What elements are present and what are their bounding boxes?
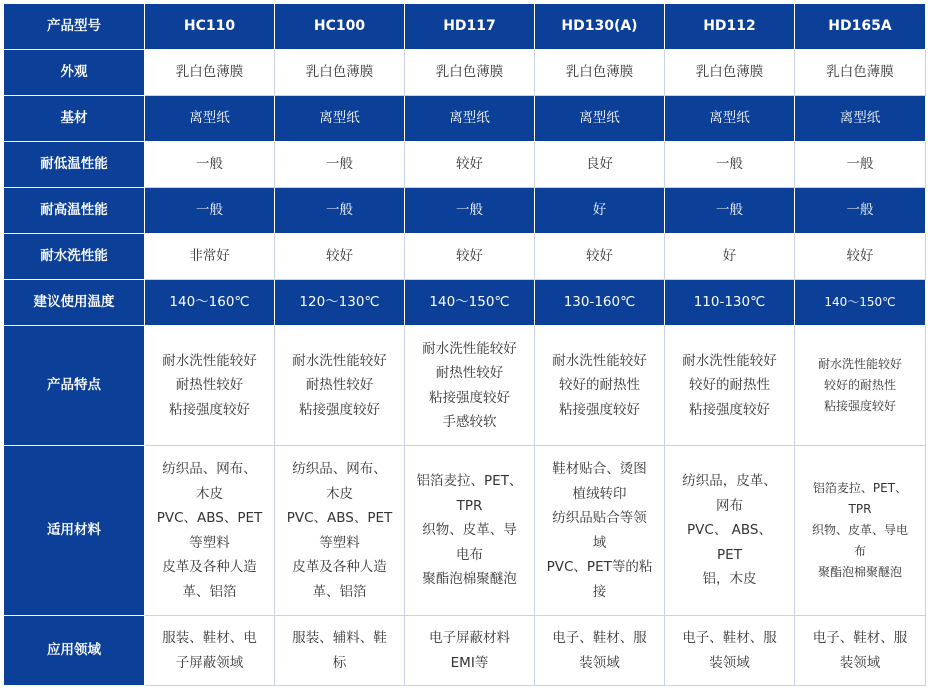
cell-line: 耐热性较好 xyxy=(435,365,504,381)
model-hd117: HD117 xyxy=(405,4,535,50)
cell-line: 较好 xyxy=(846,248,874,265)
cell-line: 手感较软 xyxy=(442,414,497,430)
cell-line: 一般 xyxy=(326,156,353,173)
table-cell xyxy=(535,446,665,616)
row-label: 耐水洗性能 xyxy=(4,234,145,280)
table-cell xyxy=(145,96,275,142)
cell-line: 电子、鞋材、服 xyxy=(552,630,647,646)
cell-line: 乳白色薄膜 xyxy=(435,64,504,81)
cell-line: 铝箔麦拉、PET、 xyxy=(416,473,523,490)
cell-line: PVC、ABS、PET xyxy=(156,510,263,526)
cell-line: 一般 xyxy=(846,202,874,219)
cell-line: 一般 xyxy=(716,202,743,219)
row-label: 外观 xyxy=(4,50,145,96)
cell-line: 耐水洗性能较好 xyxy=(292,352,387,369)
table-cell xyxy=(795,142,926,188)
table-cell xyxy=(535,50,665,96)
table-row xyxy=(4,280,926,326)
cell-line: 粘接强度较好 xyxy=(169,401,250,418)
cell-line: 铝，木皮 xyxy=(702,571,757,588)
table-row xyxy=(4,142,926,188)
cell-line: 织物、皮革、导电 xyxy=(811,523,908,537)
row-label: 基材 xyxy=(4,96,145,142)
cell-line: TPR xyxy=(848,502,872,516)
cell-line: 130-160℃ xyxy=(563,294,636,311)
cell-line: 网布 xyxy=(716,497,743,514)
cell-line: 聚酯泡棉聚醚泡 xyxy=(817,565,902,579)
table-cell xyxy=(145,446,275,616)
cell-line: 粘接强度较好 xyxy=(823,399,896,413)
table-cell xyxy=(275,234,405,280)
table-row xyxy=(4,326,926,446)
row-label: 产品特点 xyxy=(4,326,145,446)
table-cell xyxy=(795,96,926,142)
cell-line: 乳白色薄膜 xyxy=(175,64,244,81)
table-cell xyxy=(665,96,795,142)
cell-line: 较好的耐热性 xyxy=(689,377,770,394)
table-cell xyxy=(275,50,405,96)
table-cell xyxy=(275,616,405,686)
cell-line: 等塑料 xyxy=(189,534,230,551)
row-label: 耐高温性能 xyxy=(4,188,145,234)
cell-line: 离型纸 xyxy=(579,110,620,127)
table-cell xyxy=(145,188,275,234)
table-cell xyxy=(275,96,405,142)
cell-line: 布 xyxy=(853,544,866,558)
cell-line: 好 xyxy=(722,248,737,265)
cell-line: 离型纸 xyxy=(189,110,230,127)
cell-line: TPR xyxy=(456,497,483,514)
model-hd165a: HD165A xyxy=(795,4,926,50)
cell-line: 一般 xyxy=(326,202,353,219)
cell-line: 一般 xyxy=(456,202,483,219)
cell-line: 皮革及各种人造 xyxy=(162,559,257,575)
cell-line: 服装、辅料、鞋 xyxy=(292,630,387,646)
cell-line: 聚酯泡棉聚醚泡 xyxy=(422,571,517,588)
table-cell xyxy=(665,234,795,280)
table-cell xyxy=(665,142,795,188)
cell-line: 一般 xyxy=(846,156,874,173)
row-label: 耐低温性能 xyxy=(4,142,145,188)
cell-line: 140～150℃ xyxy=(824,295,896,309)
table-cell xyxy=(535,142,665,188)
cell-line: 离型纸 xyxy=(319,110,360,127)
model-hd112: HD112 xyxy=(665,4,795,50)
table-cell xyxy=(665,446,795,616)
cell-line: PVC、PET等的粘 xyxy=(546,559,653,575)
cell-line: 一般 xyxy=(196,156,223,173)
table-cell xyxy=(665,188,795,234)
cell-line: 电子、鞋材、服 xyxy=(812,630,908,646)
model-hc100: HC100 xyxy=(275,4,405,50)
table-cell xyxy=(145,326,275,446)
cell-line: 较好 xyxy=(456,156,483,173)
table-cell xyxy=(145,234,275,280)
cell-line: 装领域 xyxy=(839,654,881,671)
table-cell xyxy=(795,446,926,616)
table-cell xyxy=(535,280,665,326)
cell-line: 好 xyxy=(592,202,607,219)
table-cell xyxy=(275,142,405,188)
table-cell xyxy=(145,280,275,326)
table-cell xyxy=(405,142,535,188)
cell-line: 140～150℃ xyxy=(429,294,510,311)
table-cell xyxy=(795,50,926,96)
cell-line: 木皮 xyxy=(196,485,223,502)
table-cell xyxy=(795,280,926,326)
spec-table xyxy=(3,3,926,686)
table-row xyxy=(4,188,926,234)
row-label: 应用领域 xyxy=(4,616,145,686)
cell-line: 140～160℃ xyxy=(169,294,250,311)
cell-line: 标 xyxy=(332,654,347,671)
table-cell xyxy=(795,326,926,446)
cell-line: 纺织品、网布、 xyxy=(162,461,257,477)
cell-line: 粘接强度较好 xyxy=(429,389,510,406)
cell-line: 乳白色薄膜 xyxy=(305,64,374,81)
table-cell xyxy=(145,142,275,188)
cell-line: 粘接强度较好 xyxy=(559,401,640,418)
cell-line: 纺织品贴合等领 xyxy=(552,510,647,526)
table-row xyxy=(4,446,926,616)
table-cell xyxy=(535,616,665,686)
cell-line: 较好 xyxy=(586,248,613,265)
table-cell xyxy=(665,616,795,686)
cell-line: 纺织品、网布、 xyxy=(292,461,387,477)
cell-line: 装领域 xyxy=(579,654,620,671)
cell-line: 离型纸 xyxy=(709,110,750,127)
cell-line: PET xyxy=(717,546,742,563)
table-cell xyxy=(795,616,926,686)
cell-line: 乳白色薄膜 xyxy=(695,64,764,81)
table-cell xyxy=(535,234,665,280)
cell-line: 接 xyxy=(592,583,607,600)
cell-line: 120～130℃ xyxy=(299,294,380,311)
cell-line: PVC、ABS、PET xyxy=(286,510,393,526)
cell-line: 较好的耐热性 xyxy=(823,378,896,392)
cell-line: 耐水洗性能较好 xyxy=(552,352,647,369)
table-cell xyxy=(535,96,665,142)
cell-line: 耐热性较好 xyxy=(305,377,374,394)
cell-line: 耐水洗性能较好 xyxy=(422,340,517,357)
table-cell xyxy=(275,280,405,326)
cell-line: 较好的耐热性 xyxy=(559,377,640,394)
model-hc110: HC110 xyxy=(145,4,275,50)
cell-line: 粘接强度较好 xyxy=(689,401,770,418)
row-label: 建议使用温度 xyxy=(4,280,145,326)
table-row xyxy=(4,616,926,686)
table-row xyxy=(4,96,926,142)
table-cell xyxy=(405,188,535,234)
cell-line: 装领域 xyxy=(709,654,750,671)
table-row xyxy=(4,50,926,96)
model-hd130a: HD130(A) xyxy=(535,4,665,50)
cell-line: 电布 xyxy=(456,546,483,563)
cell-line: 耐热性较好 xyxy=(175,377,244,394)
table-cell xyxy=(145,50,275,96)
cell-line: 110-130℃ xyxy=(693,294,766,311)
table-cell xyxy=(405,234,535,280)
table-row xyxy=(4,234,926,280)
table-cell xyxy=(405,96,535,142)
cell-line: 鞋材贴合、烫图 xyxy=(552,461,647,477)
cell-line: 乳白色薄膜 xyxy=(826,64,894,81)
table-cell xyxy=(665,326,795,446)
table-cell xyxy=(405,616,535,686)
cell-line: 乳白色薄膜 xyxy=(565,64,634,81)
table-cell xyxy=(795,234,926,280)
cell-line: 铝箔麦拉、PET、 xyxy=(812,481,908,495)
cell-line: PVC、 ABS、 xyxy=(687,522,772,539)
cell-line: 耐水洗性能较好 xyxy=(162,352,257,369)
cell-line: 耐水洗性能较好 xyxy=(682,352,777,369)
cell-line: 域 xyxy=(592,534,607,551)
table-cell xyxy=(665,50,795,96)
cell-line: EMI等 xyxy=(450,654,489,671)
cell-line: 离型纸 xyxy=(449,110,490,127)
table-cell xyxy=(405,280,535,326)
table-cell xyxy=(665,280,795,326)
cell-line: 耐水洗性能较好 xyxy=(817,357,902,371)
table-cell xyxy=(405,50,535,96)
table-cell xyxy=(145,616,275,686)
cell-line: 良好 xyxy=(586,156,613,173)
table-cell xyxy=(275,446,405,616)
cell-line: 木皮 xyxy=(326,485,353,502)
cell-line: 一般 xyxy=(716,156,743,173)
table-cell xyxy=(535,188,665,234)
table-cell xyxy=(405,326,535,446)
cell-line: 电子屏蔽材料 xyxy=(429,630,510,646)
cell-line: 服装、鞋材、电 xyxy=(162,630,257,646)
table-cell xyxy=(275,326,405,446)
header-row xyxy=(4,4,926,50)
cell-line: 子屏蔽领域 xyxy=(175,654,244,671)
table-cell xyxy=(535,326,665,446)
row-label: 适用材料 xyxy=(4,446,145,616)
cell-line: 非常好 xyxy=(189,248,230,265)
cell-line: 织物、皮革、导 xyxy=(422,522,517,539)
cell-line: 纺织品，皮革、 xyxy=(682,473,777,490)
cell-line: 一般 xyxy=(196,202,223,219)
cell-line: 植绒转印 xyxy=(572,485,627,502)
cell-line: 离型纸 xyxy=(839,110,881,127)
cell-line: 较好 xyxy=(326,248,353,265)
cell-line: 革、铝箔 xyxy=(312,583,367,600)
cell-line: 电子、鞋材、服 xyxy=(682,630,777,646)
cell-line: 粘接强度较好 xyxy=(299,401,380,418)
header-label: 产品型号 xyxy=(4,4,145,50)
table-cell xyxy=(275,188,405,234)
cell-line: 等塑料 xyxy=(319,534,360,551)
cell-line: 皮革及各种人造 xyxy=(292,559,387,575)
cell-line: 较好 xyxy=(456,248,483,265)
table-cell xyxy=(795,188,926,234)
table-cell xyxy=(405,446,535,616)
cell-line: 革、铝箔 xyxy=(182,583,237,600)
